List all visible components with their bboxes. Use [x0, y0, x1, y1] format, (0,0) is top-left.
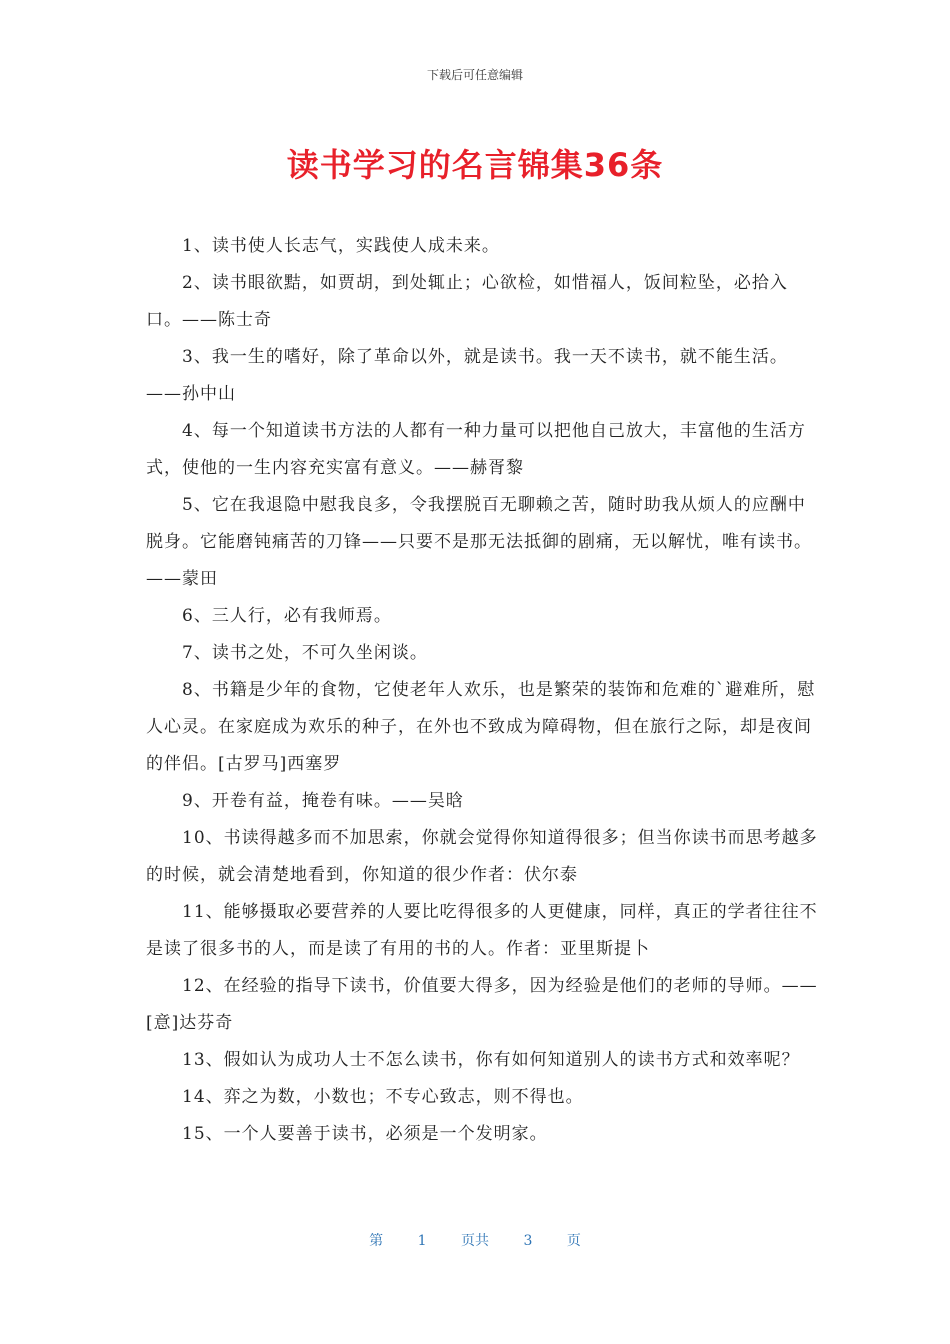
- quote-item: 1、读书使人长志气，实践使人成未来。: [182, 236, 500, 256]
- quote-item: 9、开卷有益，掩卷有味。——吴晗: [182, 791, 464, 811]
- page-suffix: 页: [566, 1233, 581, 1249]
- header-note: 下载后可任意编辑: [426, 68, 523, 82]
- quote-item: 14、弈之为数，小数也；不专心致志，则不得也。: [182, 1087, 584, 1107]
- quote-list: [146, 228, 818, 1153]
- quote-item: 3、我一生的嗜好，除了革命以外，就是读书。我一天不读书，就不能生活。——孙中山: [146, 347, 788, 404]
- page-number: 1: [417, 1233, 427, 1249]
- quote-item: 10、书读得越多而不加思索，你就会觉得你知道得很多；但当你读书而思考越多的时候，就会清楚地看到，你知道的很少作者：伏尔泰: [146, 828, 818, 885]
- quote-item: 6、三人行，必有我师焉。: [182, 606, 392, 626]
- quote-item: 12、在经验的指导下读书，价值要大得多，因为经验是他们的老师的导师。——[意]达芬奇: [146, 976, 818, 1033]
- quote-item: 15、一个人要善于读书，必须是一个发明家。: [182, 1124, 548, 1144]
- quote-item: 4、每一个知道读书方法的人都有一种力量可以把他自己放大，丰富他的生活方式，使他的一生内容充实富有意义。——赫胥黎: [146, 421, 806, 478]
- total-pages: 3: [523, 1233, 533, 1249]
- page-label: 第: [369, 1233, 384, 1249]
- page-footer: [0, 1230, 950, 1250]
- quote-item: 2、读书眼欲黠，如贾胡，到处辄止；心欲检，如惜福人，饭间粒坠，必拾入口。——陈士奇: [146, 273, 788, 330]
- quote-item: 11、能够摄取必要营养的人要比吃得很多的人更健康，同样，真正的学者往往不是读了很多书的人，而是读了有用的书的人。作者：亚里斯提卜: [146, 902, 818, 959]
- document-title: 读书学习的名言锦集36条: [286, 146, 664, 184]
- quote-item: 13、假如认为成功人士不怎么读书，你有如何知道别人的读书方式和效率呢？: [182, 1050, 800, 1070]
- total-label: 页共: [461, 1233, 489, 1249]
- quote-item: 8、书籍是少年的食物，它使老年人欢乐，也是繁荣的装饰和危难的`避难所，慰人心灵。在家庭成为欢乐的种子，在外也不致成为障碍物，但在旅行之际，却是夜间的伴侣。[古罗马]西塞罗: [146, 680, 816, 774]
- quote-item: 5、它在我退隐中慰我良多，令我摆脱百无聊赖之苦，随时助我从烦人的应酬中脱身。它能磨钝痛苦的刀锋——只要不是那无法抵御的剧痛，无以解忧，唯有读书。——蒙田: [146, 495, 812, 589]
- quote-item: 7、读书之处，不可久坐闲谈。: [182, 643, 428, 663]
